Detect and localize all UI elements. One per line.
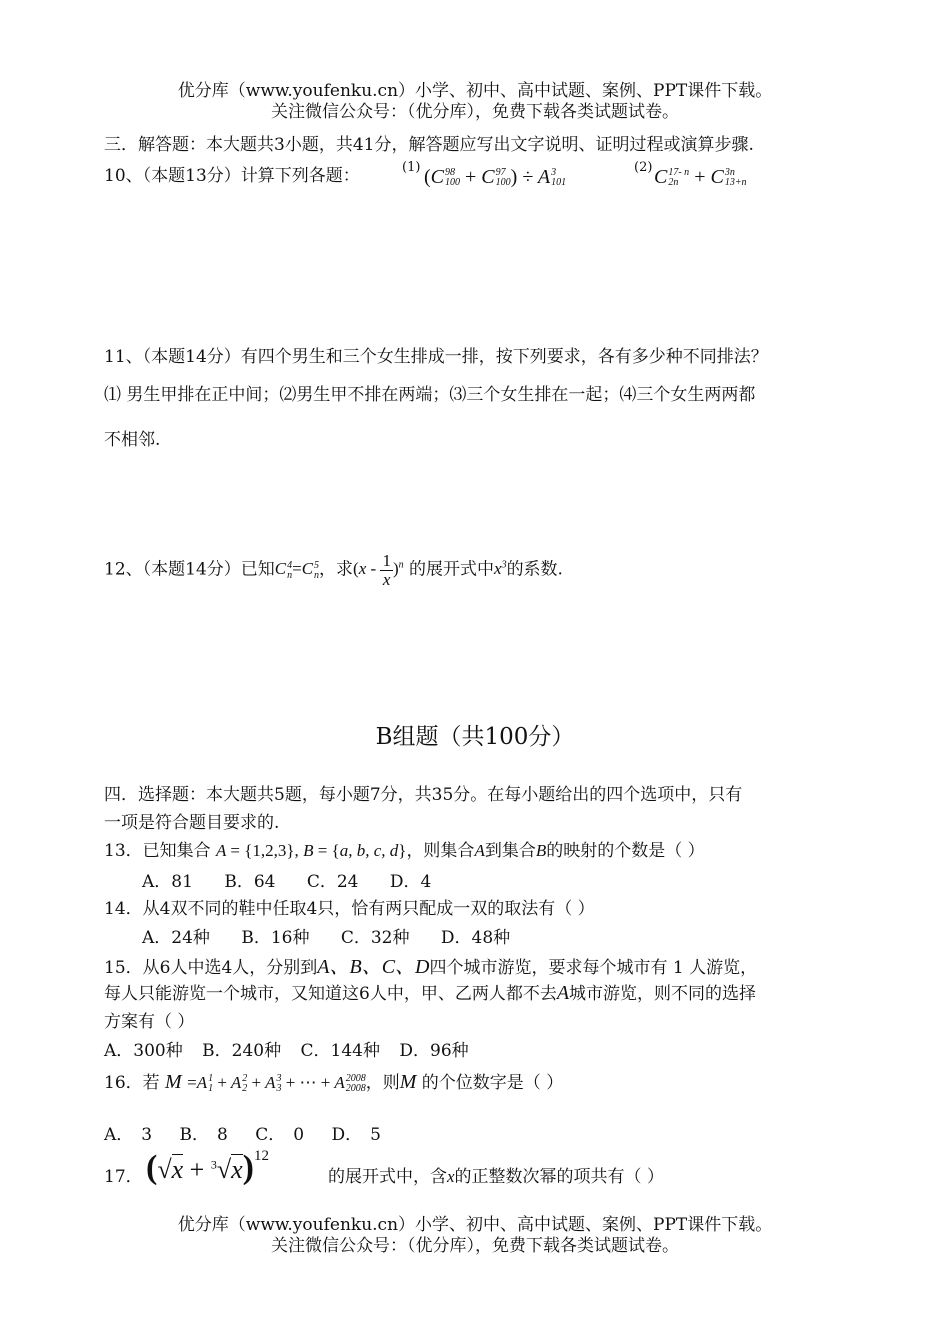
q15-option-c[interactable]: C．144种 xyxy=(300,1041,380,1061)
q15-line3: 方案有（ ） xyxy=(104,1012,195,1032)
q15-option-a[interactable]: A．300种 xyxy=(104,1041,183,1061)
q17-text: 的展开式中，含x的正整数次幂的项共有（ ） xyxy=(328,1167,664,1187)
section4-line1: 四．选择题：本大题共5题，每小题7分，共35分。在每小题给出的四个选项中，只有 xyxy=(104,785,743,805)
q15-options xyxy=(104,1036,483,1061)
q11-line3: 不相邻. xyxy=(104,430,161,450)
q16-option-d[interactable]: D． 5 xyxy=(331,1125,381,1145)
q12-line: 12、（本题14分）已知C 4 n =C 5 n ，求(x - $\frac{1}{x}$ )$^n$ 的展开式中$x^3$的系数. xyxy=(104,551,563,589)
header-line-2: 关注微信公众号：（优分库），免费下载各类试题试卷。 xyxy=(271,102,679,122)
q10-text: 10、（本题13分）计算下列各题： xyxy=(104,166,360,186)
q16-options xyxy=(104,1120,381,1145)
q10-part2-label: (2) xyxy=(634,160,653,175)
group-b-title: B组题（共100分） xyxy=(375,724,575,750)
q13-options xyxy=(142,867,457,892)
q16-option-a[interactable]: A． 3 xyxy=(104,1125,153,1145)
q10-expression-1: (C 98 100 + C 97 100 ) ÷ A 3 101 xyxy=(424,166,567,189)
q10-expression-2: C 17- n 2n + C 3n 13+n xyxy=(654,166,747,189)
q16-option-c[interactable]: C． 0 xyxy=(255,1125,305,1145)
q15-option-b[interactable]: B．240种 xyxy=(202,1041,282,1061)
q14-option-a[interactable]: A．24种 xyxy=(142,928,210,948)
q13-option-c[interactable]: C．24 xyxy=(306,872,359,892)
q13-option-b[interactable]: B．64 xyxy=(224,872,276,892)
q15-option-d[interactable]: D．96种 xyxy=(399,1041,469,1061)
q13-line: 13．已知集合 A = {1,2,3}, B = {a, b, c, d}，则集合A到集合B的映射的个数是（ ） xyxy=(104,841,705,861)
q17-expression: $(√x + ^3√x)^{12}$ xyxy=(146,1148,269,1186)
q17-label: 17． xyxy=(104,1167,143,1187)
section3-title: 三．解答题：本大题共3小题，共41分，解答题应写出文字说明、证明过程或演算步骤. xyxy=(104,135,754,155)
q10-part1-label: (1) xyxy=(402,160,421,175)
q16-line: 16．若 M =A 1 1 + A 2 2 + A 3 3 + ⋯ + A 2008 2008 ，则M 的个位数字是（ ） xyxy=(104,1071,564,1095)
q14-option-c[interactable]: C．32种 xyxy=(340,928,410,948)
q15-line2: 每人只能游览一个城市，又知道这6人中，甲、乙两人都不去A城市游览，则不同的选择 xyxy=(104,982,757,1004)
q11-line2: ⑴ 男生甲排在正中间；⑵男生甲不排在两端；⑶三个女生排在一起；⑷三个女生两两都 xyxy=(104,385,756,405)
footer-line-2: 关注微信公众号：（优分库），免费下载各类试题试卷。 xyxy=(271,1236,679,1256)
q14-options xyxy=(142,923,536,948)
q16-option-b[interactable]: B． 8 xyxy=(179,1125,228,1145)
section4-line2: 一项是符合题目要求的. xyxy=(104,813,280,833)
q15-line1: 15．从6人中选4人，分别到A、B、C、D四个城市游览，要求每个城市有 1 人游览， xyxy=(104,956,758,978)
header-line-1: 优分库（www.youfenku.cn）小学、初中、高中试题、案例、PPT课件下载。 xyxy=(177,81,773,101)
q13-option-d[interactable]: D．4 xyxy=(389,872,432,892)
q13-option-a[interactable]: A．81 xyxy=(142,872,193,892)
q14-text: 14．从4双不同的鞋中任取4只，恰有两只配成一双的取法有（ ） xyxy=(104,899,595,919)
footer-line-1: 优分库（www.youfenku.cn）小学、初中、高中试题、案例、PPT课件下载。 xyxy=(177,1215,773,1235)
q14-option-b[interactable]: B．16种 xyxy=(241,928,310,948)
q11-text: 11、（本题14分）有四个男生和三个女生排成一排，按下列要求，各有多少种不同排法？ xyxy=(104,347,768,367)
q14-option-d[interactable]: D．48种 xyxy=(440,928,511,948)
